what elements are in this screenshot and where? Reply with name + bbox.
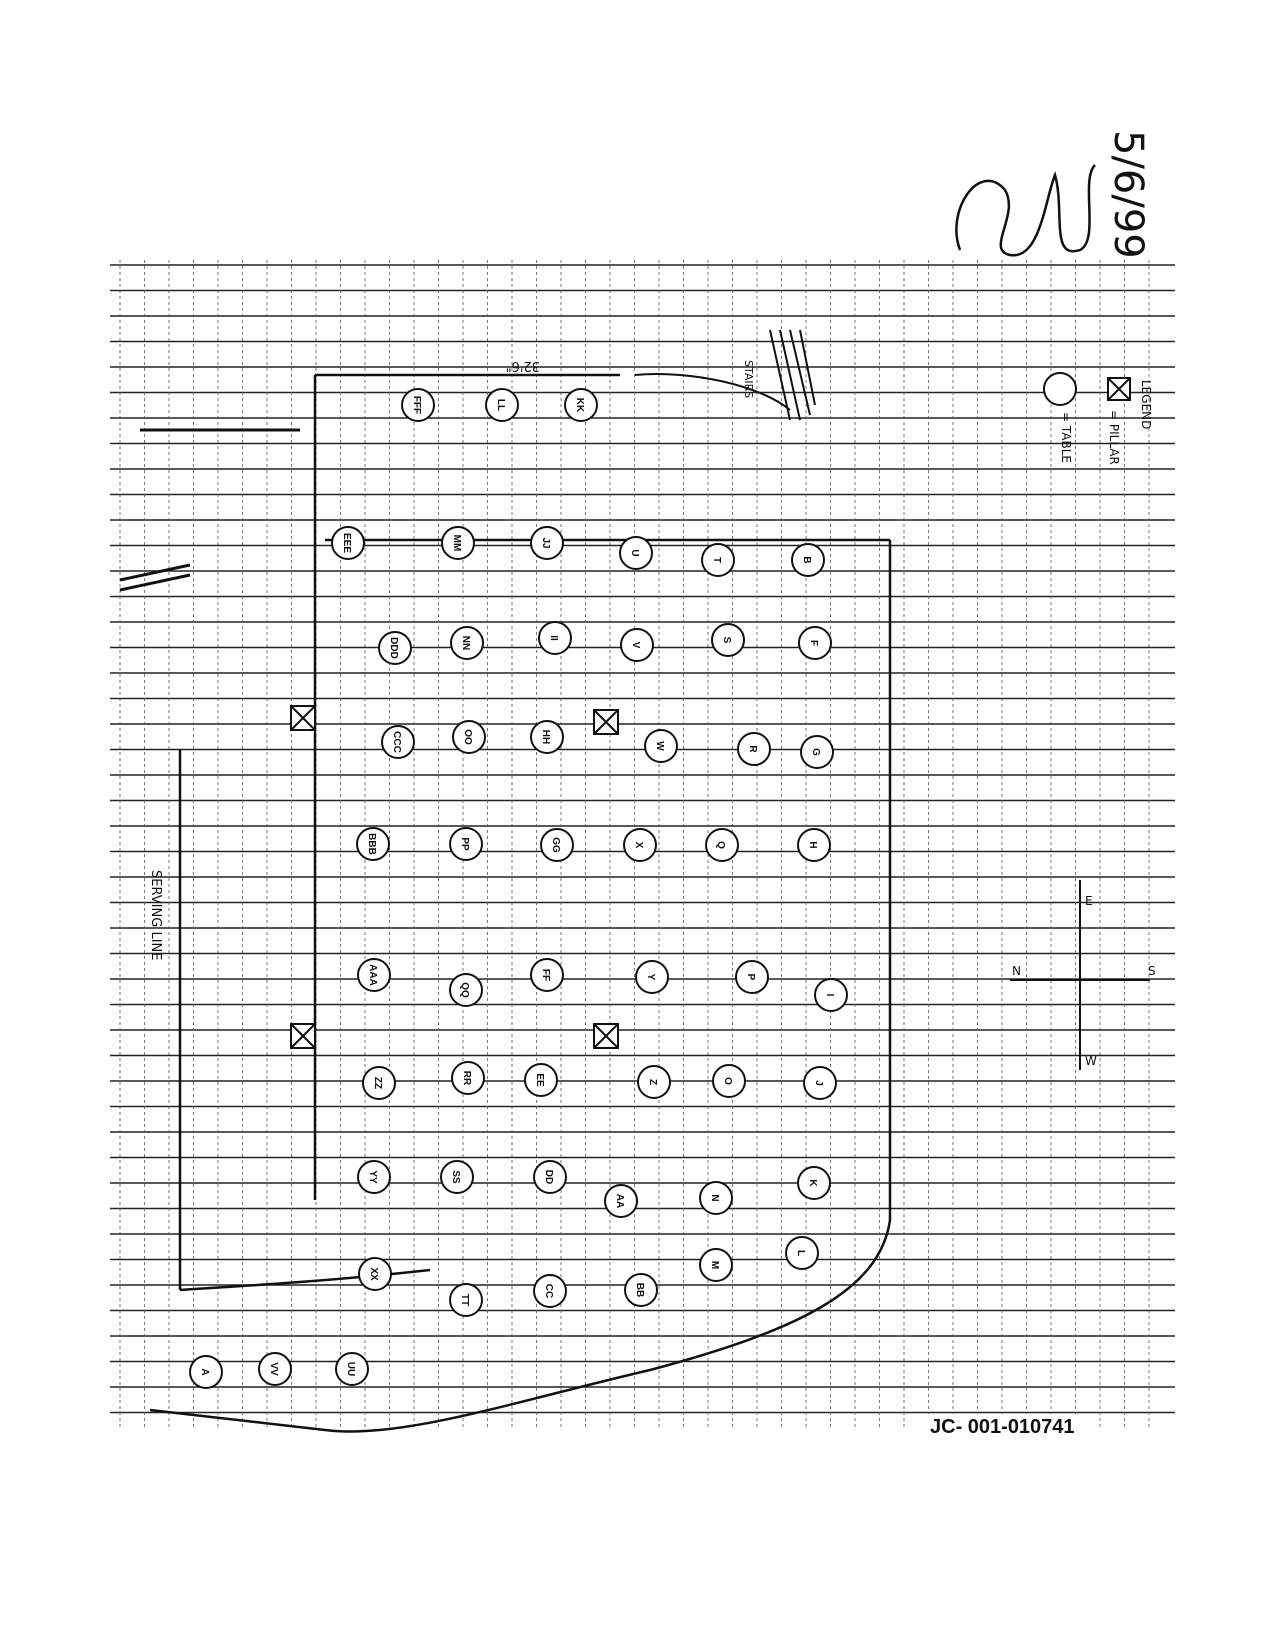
table-o — [713, 1065, 745, 1097]
table-label: F — [808, 639, 819, 647]
table-label: OO — [462, 729, 473, 745]
table-label: FFF — [411, 395, 422, 415]
table-label: I — [824, 993, 835, 997]
table-nn — [451, 627, 483, 659]
table-rr — [452, 1062, 484, 1094]
table-label: M — [709, 1260, 720, 1270]
compass-rose — [1010, 880, 1156, 1070]
table-bbb — [357, 828, 389, 860]
table-label: S — [721, 636, 732, 644]
table-label: CCC — [391, 731, 402, 753]
document-id: JC- 001-010741 — [924, 1414, 1081, 1441]
table-label: A — [199, 1368, 210, 1376]
table-oo — [453, 721, 485, 753]
table-h — [798, 829, 830, 861]
table-label: HH — [540, 729, 551, 745]
table-label: Z — [647, 1078, 658, 1086]
table-ii — [539, 622, 571, 654]
table-b — [792, 544, 824, 576]
pillar — [594, 710, 618, 734]
table-label: XX — [368, 1267, 379, 1281]
table-label: TT — [459, 1293, 470, 1307]
table-ff — [531, 959, 563, 991]
table-a — [190, 1356, 222, 1388]
table-label: MM — [451, 534, 462, 552]
table-label: EE — [534, 1073, 545, 1087]
table-w — [645, 730, 677, 762]
table-k — [798, 1167, 830, 1199]
table-label: R — [747, 745, 758, 753]
table-label: Q — [715, 841, 726, 849]
table-tt — [450, 1284, 482, 1316]
table-label: N — [709, 1194, 720, 1202]
table-ccc — [382, 726, 414, 758]
compass-north: N — [1012, 964, 1021, 978]
table-label: ZZ — [372, 1076, 383, 1090]
table-label: PP — [459, 837, 470, 851]
table-z — [638, 1066, 670, 1098]
signature-date: 5/6/99 — [1105, 130, 1151, 259]
table-aa — [605, 1185, 637, 1217]
table-s — [712, 624, 744, 656]
table-eee — [332, 527, 364, 559]
legend — [1044, 373, 1153, 465]
table-label: UU — [345, 1361, 356, 1377]
table-ddd — [379, 632, 411, 664]
table-qq — [450, 974, 482, 1006]
table-label: II — [548, 635, 559, 641]
table-label: W — [654, 741, 665, 751]
legend-table-label: = TABLE — [1059, 412, 1073, 463]
table-label: BBB — [366, 833, 377, 855]
table-label: LL — [495, 398, 506, 412]
table-label: P — [745, 973, 756, 981]
table-label: O — [722, 1077, 733, 1085]
compass-east: E — [1085, 894, 1093, 908]
table-label: NN — [460, 635, 471, 651]
table-g — [801, 736, 833, 768]
table-dd — [534, 1161, 566, 1193]
table-p — [736, 961, 768, 993]
table-m — [700, 1249, 732, 1281]
table-fff — [402, 389, 434, 421]
legend-title: LEGEND — [1139, 380, 1153, 430]
table-jj — [531, 527, 563, 559]
table-r — [738, 733, 770, 765]
table-label: L — [795, 1249, 806, 1257]
table-label: GG — [550, 837, 561, 853]
table-label: QQ — [459, 982, 470, 998]
table-label: EEE — [341, 532, 352, 554]
table-label: BB — [634, 1282, 645, 1298]
table-label: Y — [645, 973, 656, 981]
table-label: J — [813, 1080, 824, 1086]
table-label: DD — [543, 1169, 554, 1185]
pillar — [291, 706, 315, 730]
table-label: DDD — [388, 637, 399, 659]
table-label: KK — [574, 397, 585, 413]
table-zz — [363, 1067, 395, 1099]
table-gg — [541, 829, 573, 861]
table-mm — [442, 527, 474, 559]
table-label: AA — [614, 1193, 625, 1209]
stairs-hatching — [635, 330, 815, 420]
compass-west: W — [1085, 1054, 1097, 1068]
table-cc — [534, 1275, 566, 1307]
table-i — [815, 979, 847, 1011]
table-ee — [525, 1064, 557, 1096]
table-label: JJ — [540, 537, 551, 549]
table-vv — [259, 1353, 291, 1385]
table-xx — [359, 1258, 391, 1290]
table-label: B — [801, 556, 812, 564]
table-aaa — [358, 959, 390, 991]
signature — [956, 165, 1095, 255]
table-ll — [486, 389, 518, 421]
legend-pillar-label: = PILLAR — [1107, 410, 1121, 465]
table-f — [799, 627, 831, 659]
table-n — [700, 1182, 732, 1214]
table-label: VV — [268, 1362, 279, 1376]
table-y — [636, 961, 668, 993]
table-yy — [358, 1161, 390, 1193]
table-uu — [336, 1353, 368, 1385]
table-j — [804, 1067, 836, 1099]
table-bb — [625, 1274, 657, 1306]
table-kk — [565, 389, 597, 421]
table-x — [624, 829, 656, 861]
table-label: X — [633, 841, 644, 849]
table-label: K — [807, 1179, 818, 1187]
table-ss — [441, 1161, 473, 1193]
table-label: G — [810, 748, 821, 756]
stairs-label: STAIRS — [742, 360, 755, 399]
table-label: FF — [540, 968, 551, 982]
table-v — [621, 629, 653, 661]
table-l — [786, 1237, 818, 1269]
table-label: SS — [450, 1170, 461, 1184]
table-label: RR — [461, 1070, 472, 1086]
serving-line-label: SERVING LINE — [148, 870, 163, 961]
table-u — [620, 537, 652, 569]
table-label: V — [630, 641, 641, 649]
table-q — [706, 829, 738, 861]
table-label: CC — [543, 1283, 554, 1299]
table-hh — [531, 721, 563, 753]
table-label: AAA — [367, 964, 378, 986]
table-label: H — [807, 841, 818, 849]
table-label: YY — [367, 1170, 378, 1184]
compass-south: S — [1148, 964, 1156, 978]
pillar — [291, 1024, 315, 1048]
pillar — [594, 1024, 618, 1048]
table-pp — [450, 828, 482, 860]
table-label: T — [711, 556, 722, 564]
table-t — [702, 544, 734, 576]
dimension-label: 32'6" — [505, 358, 540, 373]
table-label: U — [629, 549, 640, 557]
legend-table-icon — [1044, 373, 1076, 405]
